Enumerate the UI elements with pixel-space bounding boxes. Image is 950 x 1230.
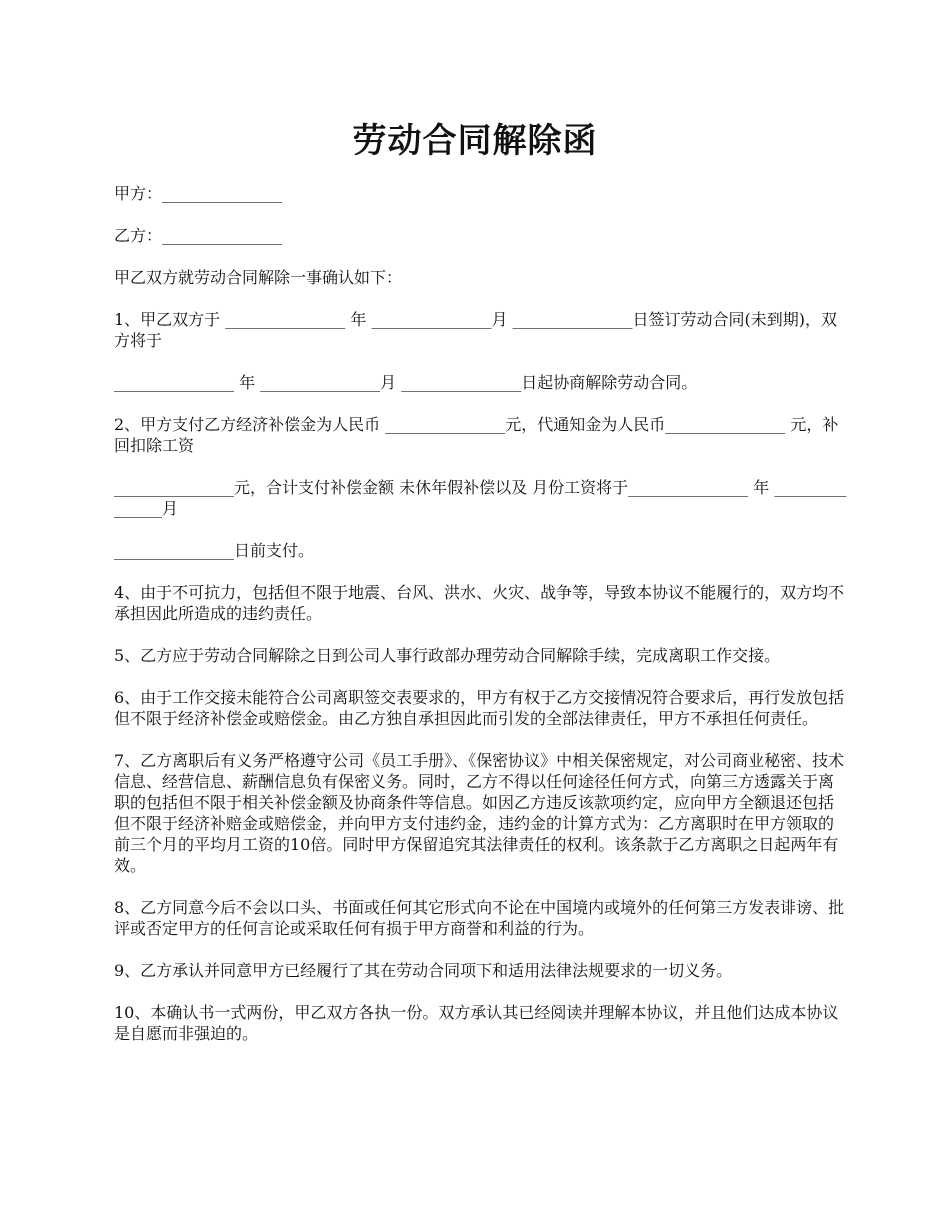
document-title: 劳动合同解除函 [352, 121, 598, 161]
clause-4-paragraph: 4、由于不可抗力，包括但不限于地震、台风、洪水、火灾、战争等，导致本协议不能履行的，双方均不承担因此所造成的违约责任。 [114, 583, 845, 623]
clause-5-paragraph: 5、乙方应于劳动合同解除之日到公司人事行政部办理劳动合同解除手续，完成离职工作交接。 [114, 646, 781, 665]
clause-2-paragraph: 2、甲方支付乙方经济补偿金为人民币 _______________元，代通知金为人民币_______________ 元，补回扣除工资 [114, 415, 839, 455]
clause-1-continuation: _______________ 年 _______________月 _______________日起协商解除劳动合同。 [114, 373, 698, 392]
clause-6-paragraph: 6、由于工作交接未能符合公司离职签交表要求的，甲方有权于乙方交接情况符合要求后，再行发放包括但不限于经济补偿金或赔偿金。由乙方独自承担因此而引发的全部法律责任，甲方不承担任何责任。 [114, 688, 845, 728]
clause-10-paragraph: 10、本确认书一式两份，甲乙双方各执一份。双方承认其已经阅读并理解本协议，并且他们达成本协议是自愿而非强迫的。 [114, 1003, 839, 1043]
clause-2-continuation: _______________元，合计支付补偿金额 未休年假补偿以及 月份工资将于_______________ 年 _______________月 [114, 478, 847, 518]
clause-2-payment-date: _______________日前支付。 [114, 541, 315, 560]
clause-9-paragraph: 9、乙方承认并同意甲方已经履行了其在劳动合同项下和适用法律法规要求的一切义务。 [114, 961, 733, 980]
party-a-line: 甲方：_______________ [114, 184, 283, 203]
clause-7-paragraph: 7、乙方离职后有义务严格遵守公司《员工手册》、《保密协议》中相关保密规定，对公司商业秘密、技术信息、经营信息、薪酬信息负有保密义务。同时，乙方不得以任何途径任何方式，向第三方透露关于离职的包括但不限于相关补偿金额及协商条件等信息。如因乙方违反该款项约定，应向甲方全额退还包括但不限于经济补赔金或赔偿金，并向甲方支付违约金，违约金的计算方式为：乙方离职时在甲方领取的前三个月的平均月工资的10倍。同时甲方保留追究其法律责任的权利。该条款于乙方离职之日起两年有效。 [114, 751, 845, 875]
document-body [114, 183, 848, 1065]
party-b-line: 乙方：_______________ [114, 226, 283, 245]
clause-1-paragraph: 1、甲乙双方于 _______________ 年 _______________月 _______________日签订劳动合同(未到期)，双方将于 [114, 310, 838, 350]
intro-paragraph: 甲乙双方就劳动合同解除一事确认如下： [114, 268, 403, 287]
clause-8-paragraph: 8、乙方同意今后不会以口头、书面或任何其它形式向不论在中国境内或境外的任何第三方发表诽谤、批评或否定甲方的任何言论或采取任何有损于甲方商誉和利益的行为。 [114, 898, 845, 938]
